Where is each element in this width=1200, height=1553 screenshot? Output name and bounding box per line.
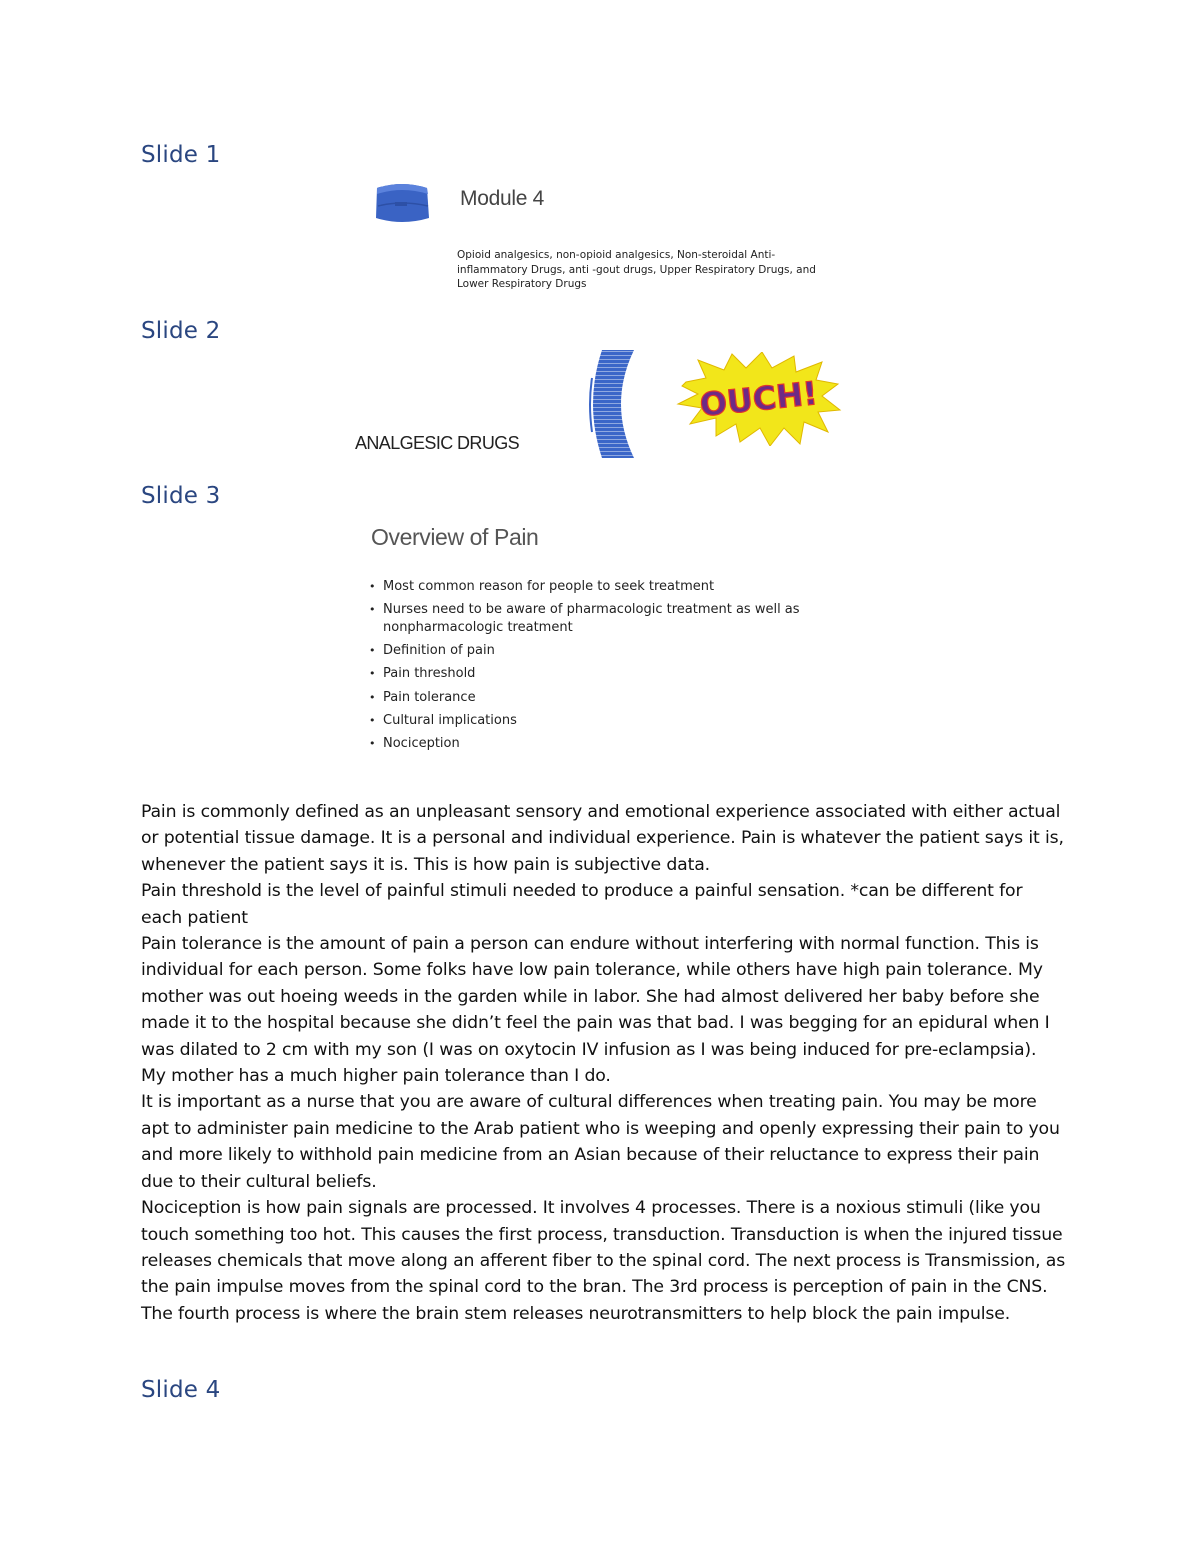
notes-paragraph: Pain tolerance is the amount of pain a person can endure without interfering with normal function. This is individual for each person. Some folks have low pain tolerance, while others have high pain tolerance. My mother was out hoeing weeds in the garden while in labor. She had almost delivered her baby before she made it to the hospital because she didn’t feel the pain was that bad. I was begging for an epidural when I was dilated to 2 cm with my son (I was on oxytocin IV infusion as I was being induced for pre-eclampsia). My mother has a much higher pain tolerance than I do. — [141, 934, 1050, 1087]
list-item: • Cultural implications — [368, 712, 828, 730]
notes-paragraph: Pain threshold is the level of painful stimuli needed to produce a painful sensation. *can be different for each patient — [141, 881, 1023, 928]
list-item: • Nociception — [368, 735, 828, 753]
blue-arc-icon — [588, 348, 638, 460]
slide-3-heading: Slide 3 — [141, 483, 221, 509]
list-item: • Pain threshold — [368, 665, 828, 683]
blue-pill-box-icon — [373, 180, 431, 226]
notes-paragraph: It is important as a nurse that you are aware of cultural differences when treating pain. You may be more apt to administer pain medicine to the Arab patient who is weeping and openly expressing their pain to you and more likely to withhold pain medicine from an Asian because of their reluctance to express their pain due to their cultural beliefs. — [141, 1092, 1060, 1192]
ouch-burst-image — [676, 352, 842, 446]
list-item: • Nurses need to be aware of pharmacologic treatment as well as nonpharmacologic treatment — [368, 601, 828, 636]
ouch-text: OUCH! — [698, 373, 820, 425]
slide-1-subtitle: Opioid analgesics, non-opioid analgesics, Non-steroidal Anti-inflammatory Drugs, anti -gout drugs, Upper Respiratory Drugs, and Lower Respiratory Drugs — [457, 249, 816, 290]
slide-2-heading: Slide 2 — [141, 318, 221, 344]
slide-2-title: ANALGESIC DRUGS — [355, 433, 520, 453]
slide-4-heading: Slide 4 — [141, 1377, 221, 1403]
slide-1-heading: Slide 1 — [141, 142, 221, 168]
notes-paragraph: Nociception is how pain signals are processed. It involves 4 processes. There is a noxious stimuli (like you touch something too hot. This causes the first process, transduction. Transduction is when the injured tissue releases chemicals that move along an afferent fiber to the spinal cord. The next process is Transmission, as the pain impulse moves from the spinal cord to the bran. The 3rd process is perception of pain in the CNS. The fourth process is where the brain stem releases neurotransmitters to help block the pain impulse. — [141, 1198, 1066, 1324]
slide-3-bullet-list — [368, 578, 828, 759]
slide-3-notes — [141, 799, 1066, 1327]
list-item: • Definition of pain — [368, 642, 828, 660]
list-item: • Most common reason for people to seek treatment — [368, 578, 828, 596]
slide-3-title: Overview of Pain — [371, 524, 539, 550]
notes-paragraph: Pain is commonly defined as an unpleasant sensory and emotional experience associated with either actual or potential tissue damage. It is a personal and individual experience. Pain is whatever the patient says it is, whenever the patient says it is. This is how pain is subjective data. — [141, 802, 1064, 875]
slide-1-title: Module 4 — [460, 187, 544, 210]
list-item: • Pain tolerance — [368, 689, 828, 707]
